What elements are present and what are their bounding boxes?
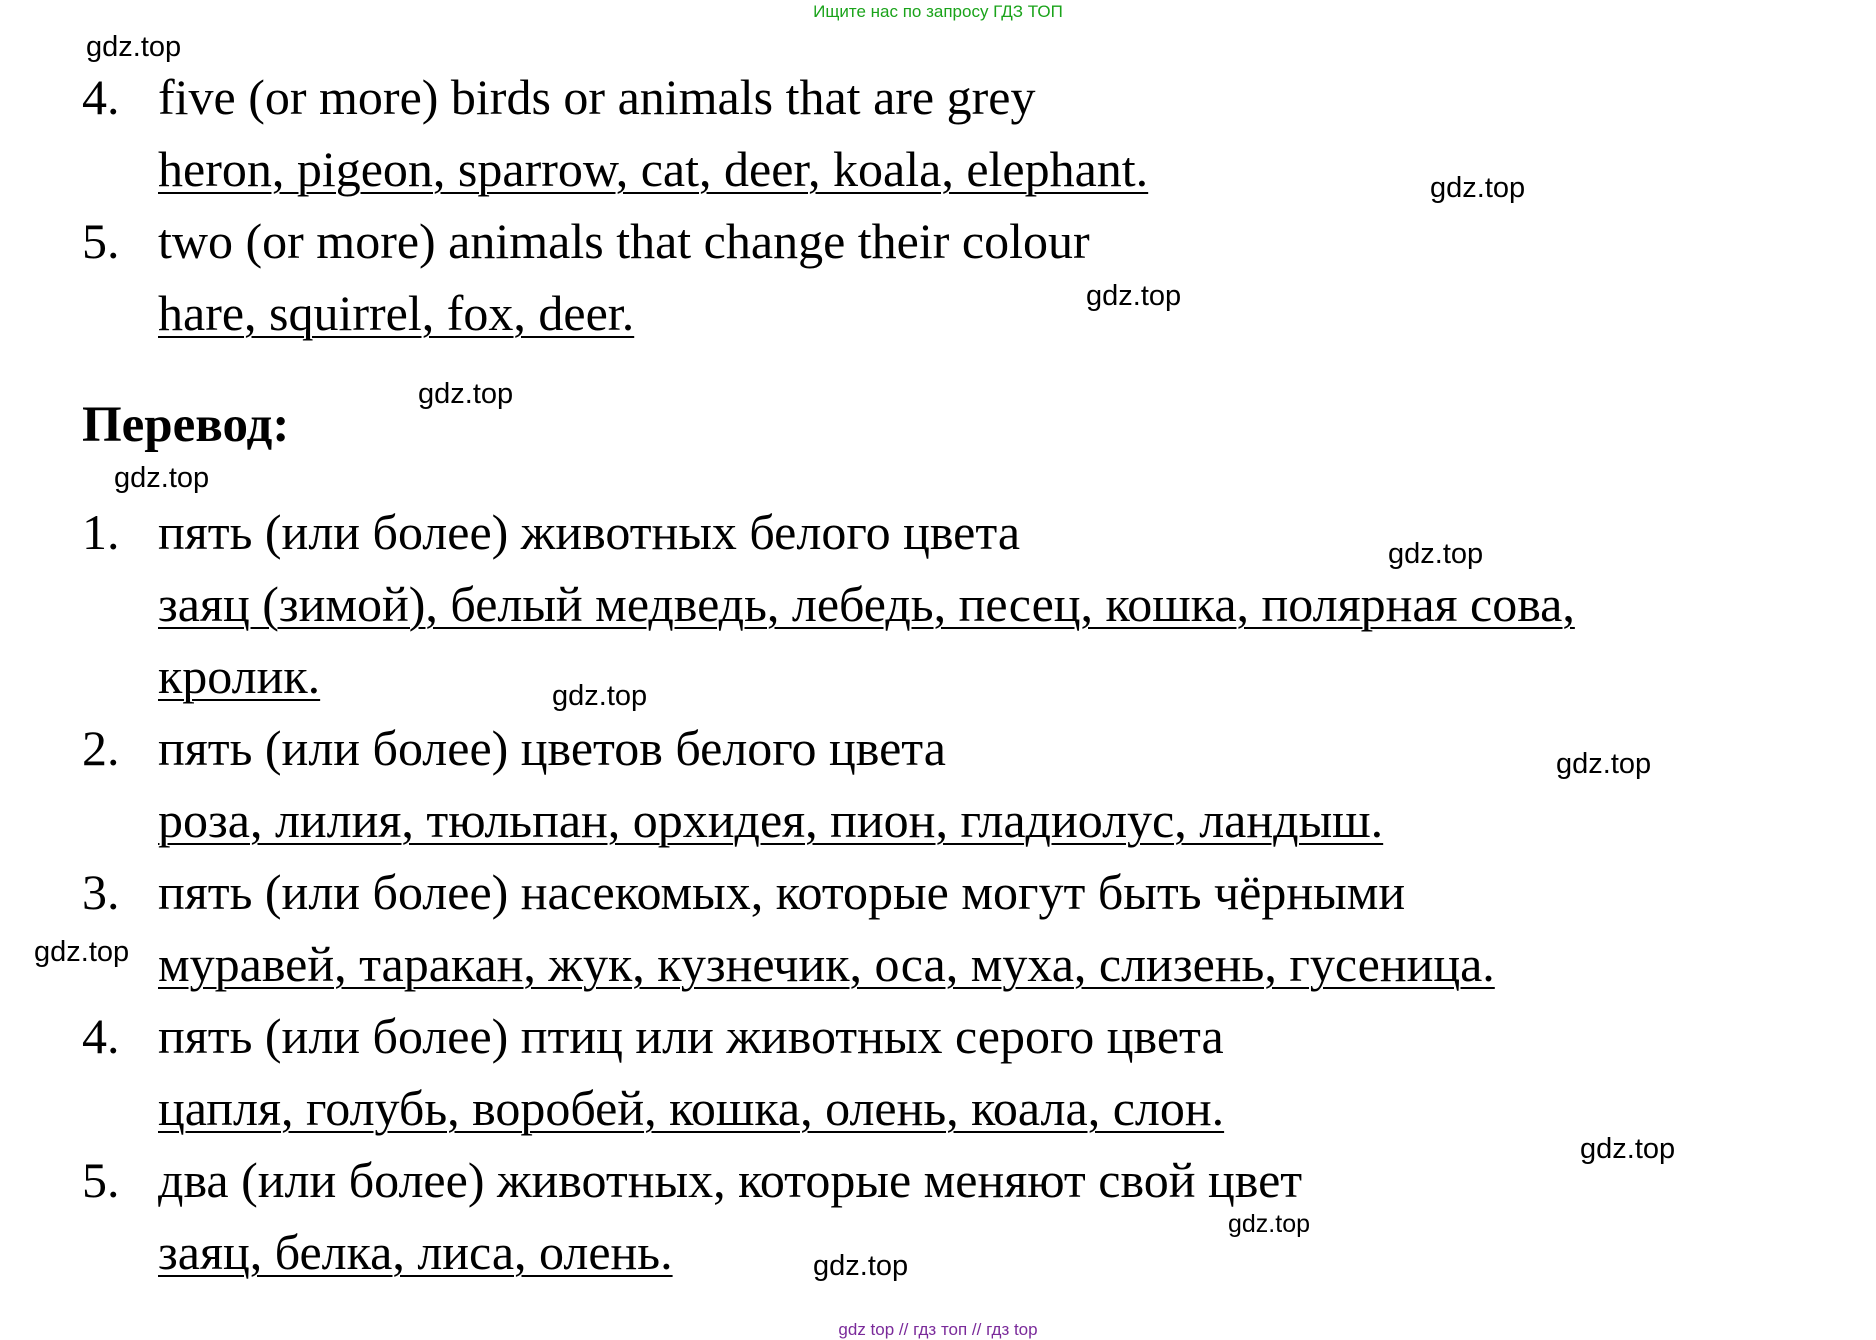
watermark: gdz.top xyxy=(1228,1210,1311,1238)
watermark: gdz.top xyxy=(1086,280,1182,312)
answer-text: заяц (зимой), белый медведь, лебедь, песец, кошка, полярная сова, xyxy=(158,576,1575,632)
question-text: пять (или более) насекомых, которые могут быть чёрными xyxy=(158,864,1406,920)
watermark: gdz.top xyxy=(418,378,514,410)
item-number: 5. xyxy=(82,213,120,269)
top-banner: Ищите нас по запросу ГДЗ ТОП xyxy=(813,2,1063,21)
question-text: two (or more) animals that change their colour xyxy=(158,213,1090,269)
question-text: пять (или более) животных белого цвета xyxy=(158,504,1021,560)
item-number: 4. xyxy=(82,69,120,125)
watermark: gdz.top xyxy=(1556,748,1652,780)
watermark: gdz.top xyxy=(34,936,130,968)
watermark: gdz.top xyxy=(114,462,210,494)
answer-text: hare, squirrel, fox, deer. xyxy=(158,285,635,341)
answer-text: роза, лилия, тюльпан, орхидея, пион, гладиолус, ландыш. xyxy=(158,792,1384,848)
question-text: два (или более) животных, которые меняют свой цвет xyxy=(158,1152,1303,1208)
item-number: 2. xyxy=(82,720,120,776)
question-text: пять (или более) птиц или животных серого цвета xyxy=(158,1008,1224,1064)
watermark: gdz.top xyxy=(1388,538,1484,570)
translation-heading: Перевод: xyxy=(82,397,290,453)
answer-text: заяц, белка, лиса, олень. xyxy=(158,1224,673,1280)
question-text: пять (или более) цветов белого цвета xyxy=(158,720,946,776)
footer-text: gdz top // гдз топ // гдз top xyxy=(838,1320,1038,1339)
item-number: 1. xyxy=(82,504,120,560)
answer-text: муравей, таракан, жук, кузнечик, оса, муха, слизень, гусеница. xyxy=(158,936,1495,992)
item-number: 4. xyxy=(82,1008,120,1064)
watermark: gdz.top xyxy=(1430,172,1526,204)
answer-text: heron, pigeon, sparrow, cat, deer, koala, elephant. xyxy=(158,141,1149,197)
item-number: 5. xyxy=(82,1152,120,1208)
watermark: gdz.top xyxy=(1580,1133,1676,1165)
item-number: 3. xyxy=(82,864,120,920)
question-text: five (or more) birds or animals that are grey xyxy=(158,69,1036,125)
answer-text: кролик. xyxy=(158,648,321,704)
answer-text: цапля, голубь, воробей, кошка, олень, коала, слон. xyxy=(158,1080,1225,1136)
watermark: gdz.top xyxy=(552,680,648,712)
watermark: gdz.top xyxy=(86,31,182,63)
watermark: gdz.top xyxy=(813,1250,909,1282)
